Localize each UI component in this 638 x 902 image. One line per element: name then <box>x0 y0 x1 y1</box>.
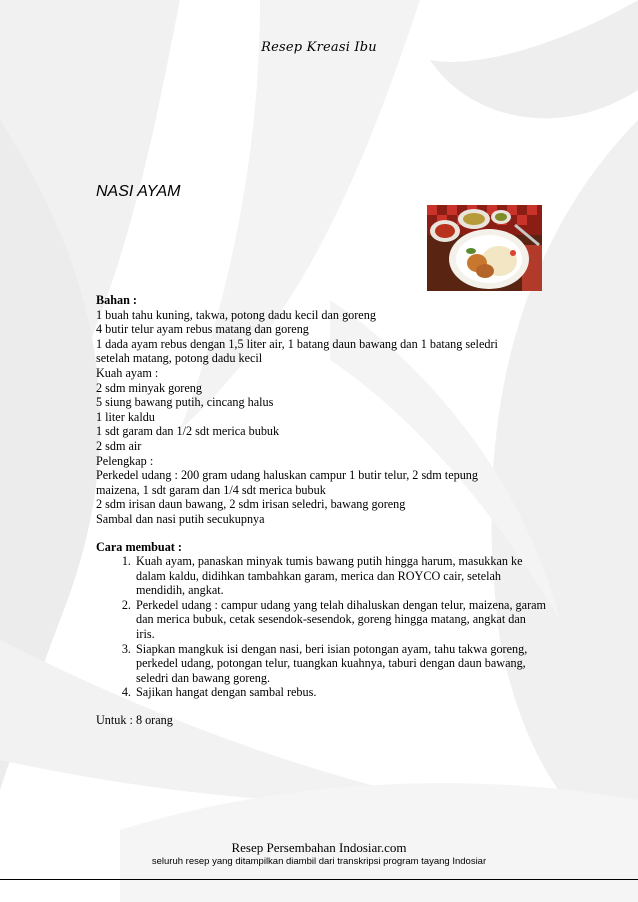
footer-divider <box>0 879 638 880</box>
servings: Untuk : 8 orang <box>96 713 173 728</box>
method-heading: Cara membuat : <box>96 539 182 554</box>
ingredient-line: 1 buah tahu kuning, takwa, potong dadu kecil dan goreng <box>96 307 376 322</box>
ingredient-line: setelah matang, potong dadu kecil <box>96 351 263 366</box>
ingredient-line: Pelengkap : <box>96 453 154 468</box>
ingredient-line: maizena, 1 sdt garam dan 1/4 sdt merica bubuk <box>96 482 326 497</box>
method-step: 3. Siapkan mangkuk isi dengan nasi, beri isian potongan ayam, tahu takwa goreng, perkedel udang, potongan telur, tuangkan kuahnya, taburi dengan daun bawang, seledri dan bawang goreng. <box>134 642 546 686</box>
ingredient-line: 2 sdm irisan daun bawang, 2 sdm irisan seledri, bawang goreng <box>96 497 406 512</box>
plate-of-nasi-ayam-photo <box>427 205 542 291</box>
ingredient-line: 1 dada ayam rebus dengan 1,5 liter air, 1 batang daun bawang dan 1 batang seledri <box>96 336 498 351</box>
ingredient-line: Perkedel udang : 200 gram udang haluskan campur 1 butir telur, 2 sdm tepung <box>96 468 478 483</box>
method-steps-list <box>96 554 546 700</box>
ingredient-line: 1 sdt garam dan 1/2 sdt merica bubuk <box>96 424 280 439</box>
ingredient-line: 2 sdm air <box>96 438 142 453</box>
page-header-title: Resep Kreasi Ibu <box>261 40 377 55</box>
recipe-title: NASI AYAM <box>96 183 181 200</box>
method-step: 4. Sajikan hangat dengan sambal rebus. <box>134 685 546 700</box>
recipe-body <box>96 293 546 728</box>
footer-note: seluruh resep yang ditampilkan diambil dari transkripsi program tayang Indosiar <box>151 856 487 867</box>
ingredient-line: 2 sdm minyak goreng <box>96 380 202 395</box>
method-step: 1. Kuah ayam, panaskan minyak tumis bawang putih hingga harum, masukkan ke dalam kaldu, didihkan tambahkan garam, merica dan ROYCO cair, setelah mendidih, angkat. <box>134 554 546 598</box>
footer-site: Resep Persembahan Indosiar.com <box>231 840 407 855</box>
ingredients-heading: Bahan : <box>96 293 137 307</box>
ingredient-line: 5 siung bawang putih, cincang halus <box>96 395 274 410</box>
ingredient-line: 1 liter kaldu <box>96 409 155 424</box>
ingredient-line: 4 butir telur ayam rebus matang dan goreng <box>96 322 309 337</box>
method-step: 2. Perkedel udang : campur udang yang telah dihaluskan dengan telur, maizena, garam dan merica bubuk, cetak sesendok-sesendok, goreng hingga matang, angkat dan iris. <box>134 598 546 642</box>
ingredient-line: Sambal dan nasi putih secukupnya <box>96 511 265 526</box>
ingredient-line: Kuah ayam : <box>96 365 159 380</box>
